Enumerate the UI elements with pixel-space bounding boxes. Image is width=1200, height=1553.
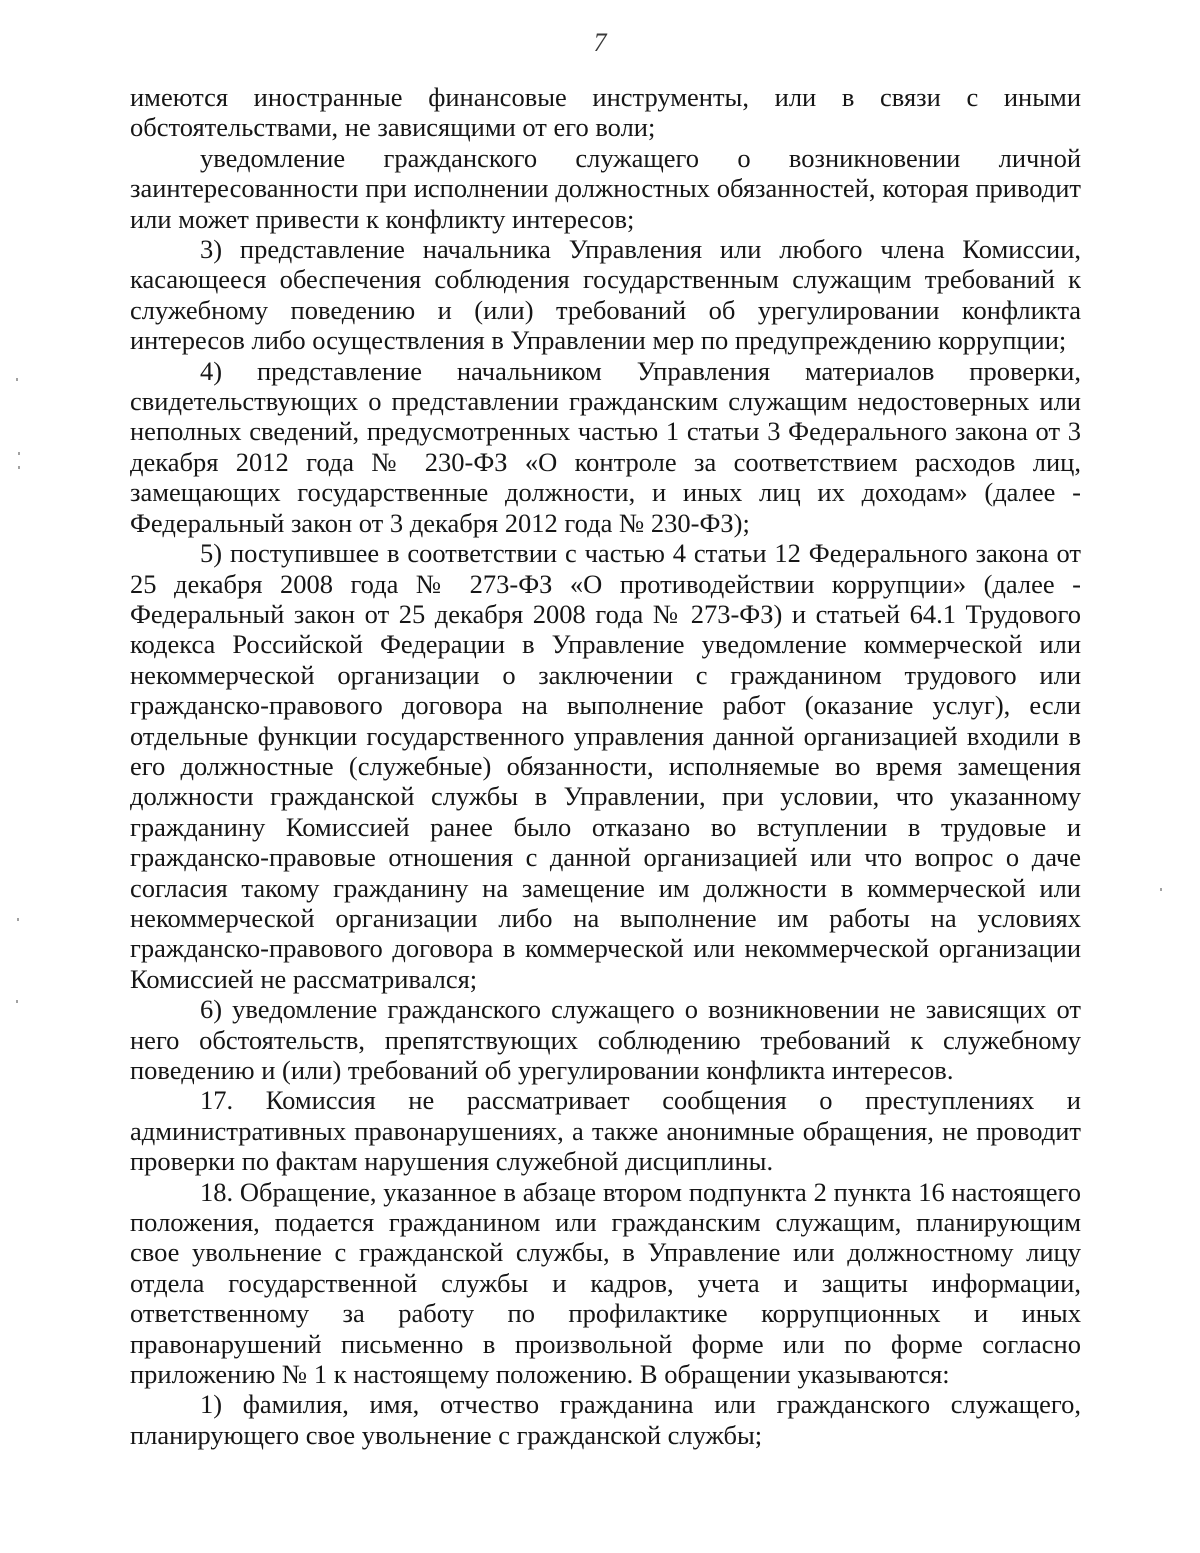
scan-speck xyxy=(18,452,20,455)
scan-speck xyxy=(16,378,18,381)
paragraph-item-3: 3) представление начальника Управления или любого члена Комиссии, касающееся обеспечения соблюдения государственным служащим требований к служебному поведению и (или) требований об урегулировании конфликта интересов либо осуществления в Управлении мер по предупреждению коррупции; xyxy=(130,234,1081,356)
paragraph-notice-interest: уведомление гражданского служащего о возникновении личной заинтересованности при исполнении должностных обязанностей, которая приводит или может привести к конфликту интересов; xyxy=(130,142,1081,234)
scan-speck xyxy=(1160,888,1162,891)
scan-speck xyxy=(17,918,19,921)
paragraph-continuation: имеются иностранные финансовые инструменты, или в связи с иными обстоятельствами, не зависящими от его воли; xyxy=(130,82,1081,143)
paragraph-clause-18-item-1: 1) фамилия, имя, отчество гражданина или гражданского служащего, планирующего свое увольнение с гражданской службы; xyxy=(130,1389,1081,1450)
page-number: 7 xyxy=(593,28,607,57)
scan-speck xyxy=(16,1000,18,1003)
paragraph-clause-17: 17. Комиссия не рассматривает сообщения о преступлениях и административных правонарушениях, а также анонимные обращения, не проводит проверки по фактам нарушения служебной дисциплины. xyxy=(130,1085,1081,1177)
document-body xyxy=(130,82,1081,1450)
scan-speck xyxy=(18,466,20,469)
paragraph-item-4: 4) представление начальником Управления материалов проверки, свидетельствующих о представлении гражданским служащим недостоверных или неполных сведений, предусмотренных частью 1 статьи 3 Федерального закона от 3 декабря 2012 года № 230-ФЗ «О контроле за соответствием расходов лиц, замещающих государственные должности, и иных лиц их доходам» (далее - Федеральный закон от 3 декабря 2012 года № 230-ФЗ); xyxy=(130,355,1081,538)
paragraph-item-6: 6) уведомление гражданского служащего о возникновении не зависящих от него обстоятельств, препятствующих соблюдению требований к служебному поведению и (или) требований об урегулировании конфликта интересов. xyxy=(130,994,1081,1085)
paragraph-item-5: 5) поступившее в соответствии с частью 4 статьи 12 Федерального закона от 25 декабря 2008 года № 273-ФЗ «О противодействии коррупции» (далее - Федеральный закон от 25 декабря 2008 года № 273-ФЗ) и статьей 64.1 Трудового кодекса Российской Федерации в Управление уведомление коммерческой или некоммерческой организации о заключении с гражданином трудового или гражданско-правового договора на выполнение работ (оказание услуг), если отдельные функции государственного управления данной организацией входили в его должностные (служебные) обязанности, исполняемые во время замещения должности гражданской службы в Управлении, при условии, что указанному гражданину Комиссией ранее было отказано во вступлении в трудовые и гражданско-правовые отношения с данной организацией или что вопрос о даче согласия такому гражданину на замещение им должности в коммерческой или некоммерческой организации либо на выполнение им работы на условиях гражданско-правового договора в коммерческой или некоммерческой организации Комиссией не рассматривался; xyxy=(130,538,1081,994)
paragraph-clause-18: 18. Обращение, указанное в абзаце втором подпункта 2 пункта 16 настоящего положения, подается гражданином или гражданским служащим, планирующим свое увольнение с гражданской службы, в Управление или должностному лицу отдела государственной службы и кадров, учета и защиты информации, ответственному за работу по профилактике коррупционных и иных правонарушений письменно в произвольной форме или по форме согласно приложению № 1 к настоящему положению. В обращении указываются: xyxy=(130,1176,1081,1390)
